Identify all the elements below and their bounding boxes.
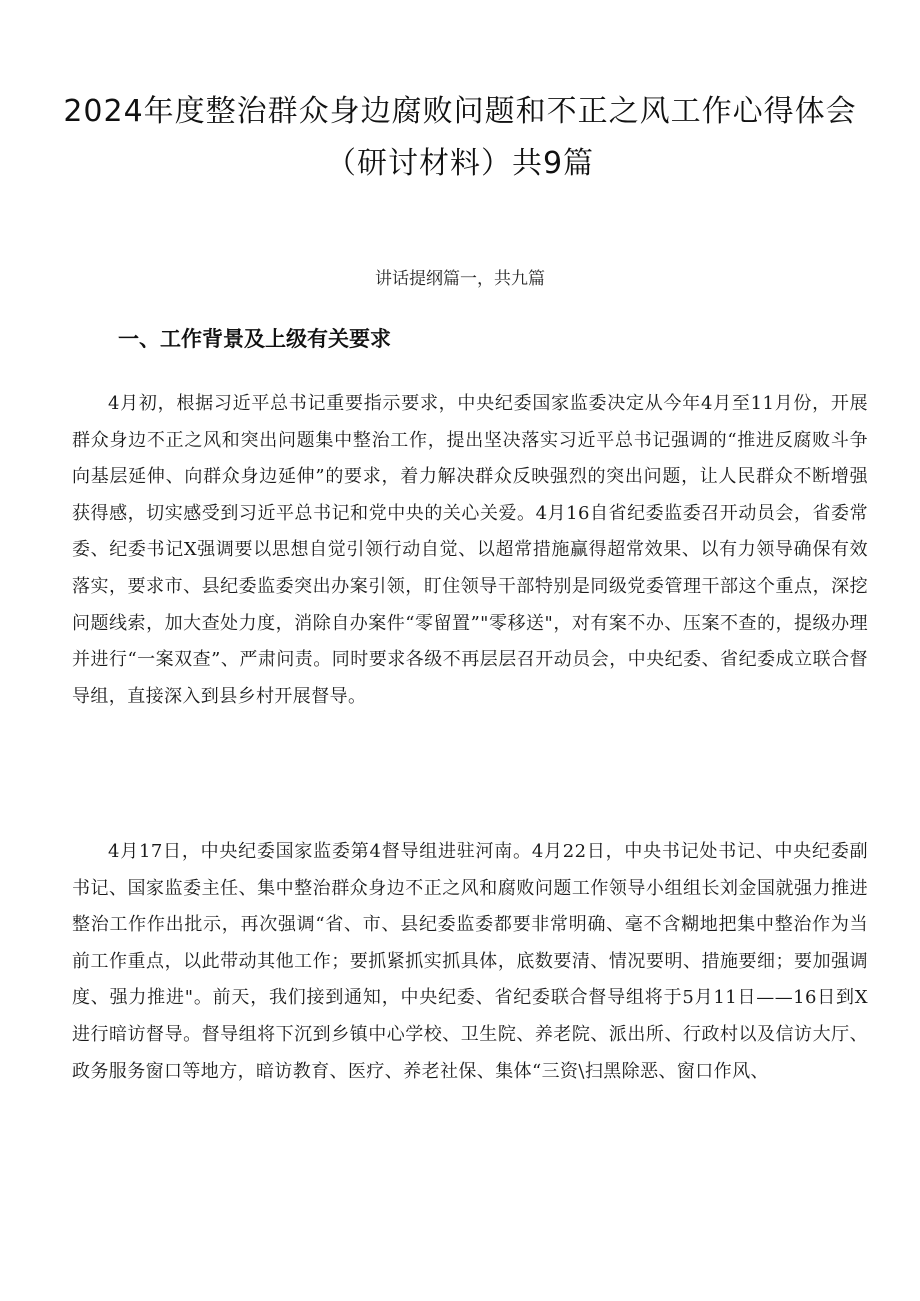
- document-subtitle: 讲话提纲篇一，共九篇: [375, 269, 545, 289]
- document-title: 2024年度整治群众身边腐败问题和不正之风工作心得体会（研讨材料）共9篇: [63, 94, 857, 181]
- body-paragraph-2: 4月17日，中央纪委国家监委第4督导组进驻河南。4月22日，中央书记处书记、中央纪委副书记、国家监委主任、集中整治群众身边不正之风和腐败问题工作领导小组组长刘金国就强力推进整治工作作出批示，再次强调“省、市、县纪委监委都要非常明确、毫不含糊地把集中整治作为当前工作重点，以此带动其他工作；要抓紧抓实抓具体，底数要清、情况要明、措施要细；要加强调度、强力推进"。前天，我们接到通知，中央纪委、省纪委联合督导组将于5月11日——16日到X进行暗访督导。督导组将下沉到乡镇中心学校、卫生院、养老院、派出所、行政村以及信访大厅、政务服务窗口等地方，暗访教育、医疗、养老社保、集体“三资\扫黑除恶、窗口作风、: [72, 841, 868, 1082]
- body-paragraph-1: 4月初，根据习近平总书记重要指示要求，中央纪委国家监委决定从今年4月至11月份，开展群众身边不正之风和突出问题集中整治工作，提出坚决落实习近平总书记强调的“推进反腐败斗争向基层延伸、向群众身边延伸”的要求，着力解决群众反映强烈的突出问题，让人民群众不断增强获得感，切实感受到习近平总书记和党中央的关心关爱。4月16自省纪委监委召开动员会，省委常委、纪委书记X强调要以思想自觉引领行动自觉、以超常措施赢得超常效果、以有力领导确保有效落实，要求市、县纪委监委突出办案引领，盯住领导干部特别是同级党委管理干部这个重点，深挖问题线索，加大查处力度，消除自办案件“零留置”"零移送"，对有案不办、压案不查的，提级办理并进行“一案双查”、严肃问责。同时要求各级不再层层召开动员会，中央纪委、省纪委成立联合督导组，直接深入到县乡村开展督导。: [72, 393, 868, 707]
- section-heading: 一、工作背景及上级有关要求: [118, 327, 391, 351]
